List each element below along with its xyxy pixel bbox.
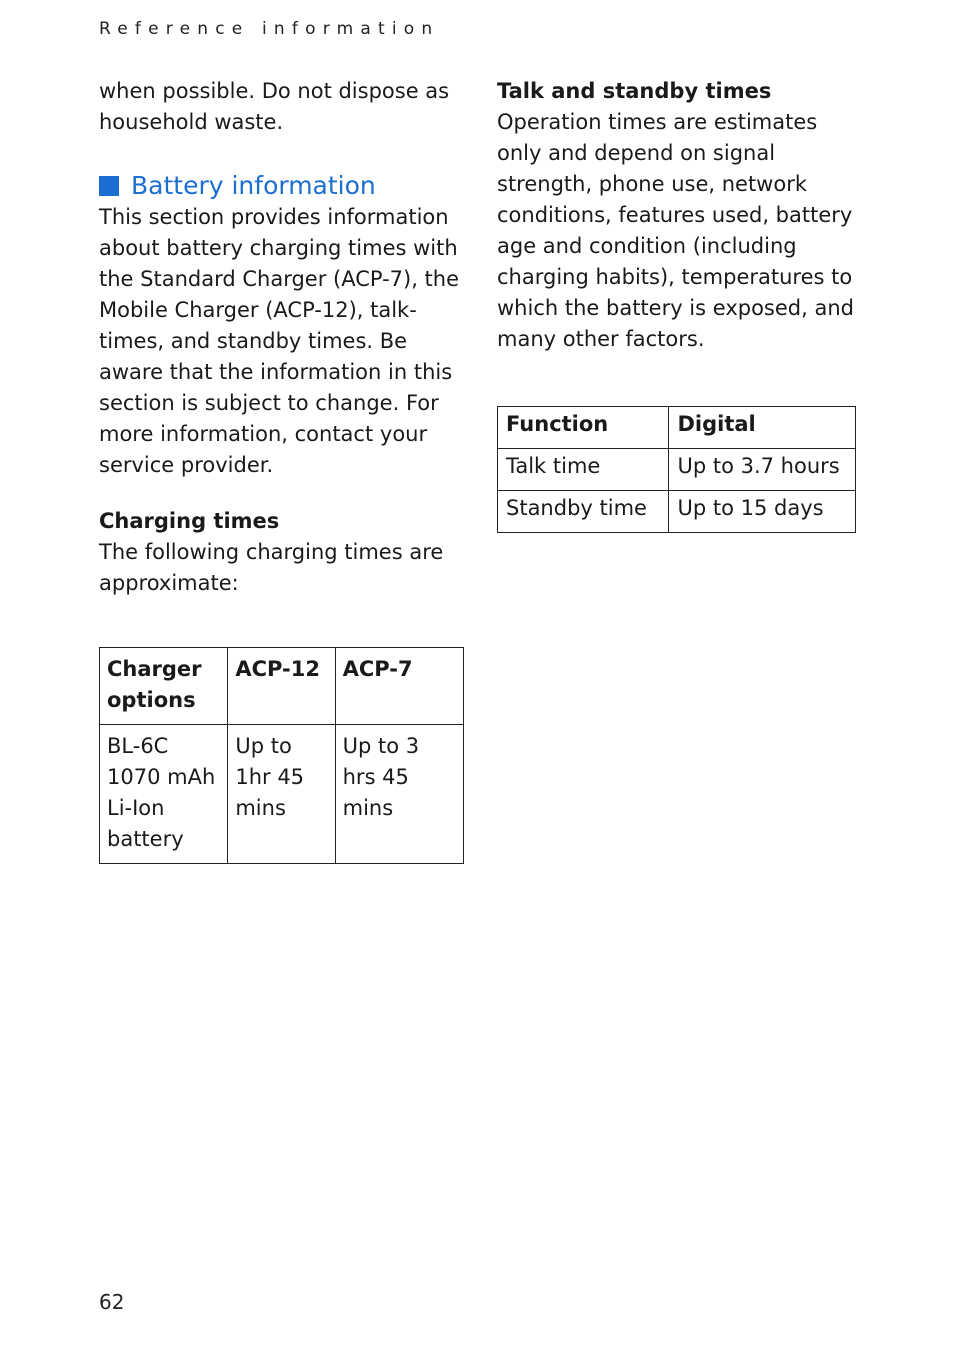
cell-battery: BL-6C 1070 mAh Li-Ion battery <box>100 725 228 864</box>
left-column <box>99 76 465 599</box>
running-header: Reference information <box>99 19 440 39</box>
section-title <box>99 170 465 202</box>
charging-times-table <box>99 647 464 864</box>
header-cell-charger-options: Charger options <box>100 648 228 725</box>
talk-body: Operation times are estimates only and depend on signal strength, phone use, network conditions, features used, battery age and condition (including charging habits), temperatures to which the battery is exposed, and many other factors. <box>497 110 854 351</box>
table-header-row <box>100 648 464 725</box>
talk-standby-table <box>497 406 856 533</box>
cell-acp12-time: Up to 1hr 45 mins <box>228 725 335 864</box>
cell-standby-time-value: Up to 15 days <box>669 491 856 533</box>
table-row <box>100 725 464 864</box>
header-cell-function: Function <box>498 407 669 449</box>
section-body: This section provides information about battery charging times with the Standard Charger (ACP-7), the Mobile Charger (ACP-12), talk-times, and standby times. Be aware that the information in this section is subject to change. For more information, contact your service provider. <box>99 205 460 477</box>
square-bullet-icon <box>99 176 119 196</box>
cell-acp7-time: Up to 3 hrs 45 mins <box>335 725 463 864</box>
intro-text: when possible. Do not dispose as household waste. <box>99 79 450 134</box>
right-column <box>497 76 857 355</box>
cell-talk-time-label: Talk time <box>498 449 669 491</box>
talk-heading: Talk and standby times <box>497 79 772 103</box>
table-row <box>498 449 856 491</box>
cell-talk-time-value: Up to 3.7 hours <box>669 449 856 491</box>
header-cell-acp7: ACP-7 <box>335 648 463 725</box>
charging-body: The following charging times are approximate: <box>99 540 444 595</box>
section-title-text: Battery information <box>131 171 376 200</box>
cell-standby-time-label: Standby time <box>498 491 669 533</box>
table-header-row <box>498 407 856 449</box>
page-number: 62 <box>99 1290 125 1314</box>
charging-heading: Charging times <box>99 509 280 533</box>
header-cell-acp12: ACP-12 <box>228 648 335 725</box>
table-row <box>498 491 856 533</box>
header-cell-digital: Digital <box>669 407 856 449</box>
